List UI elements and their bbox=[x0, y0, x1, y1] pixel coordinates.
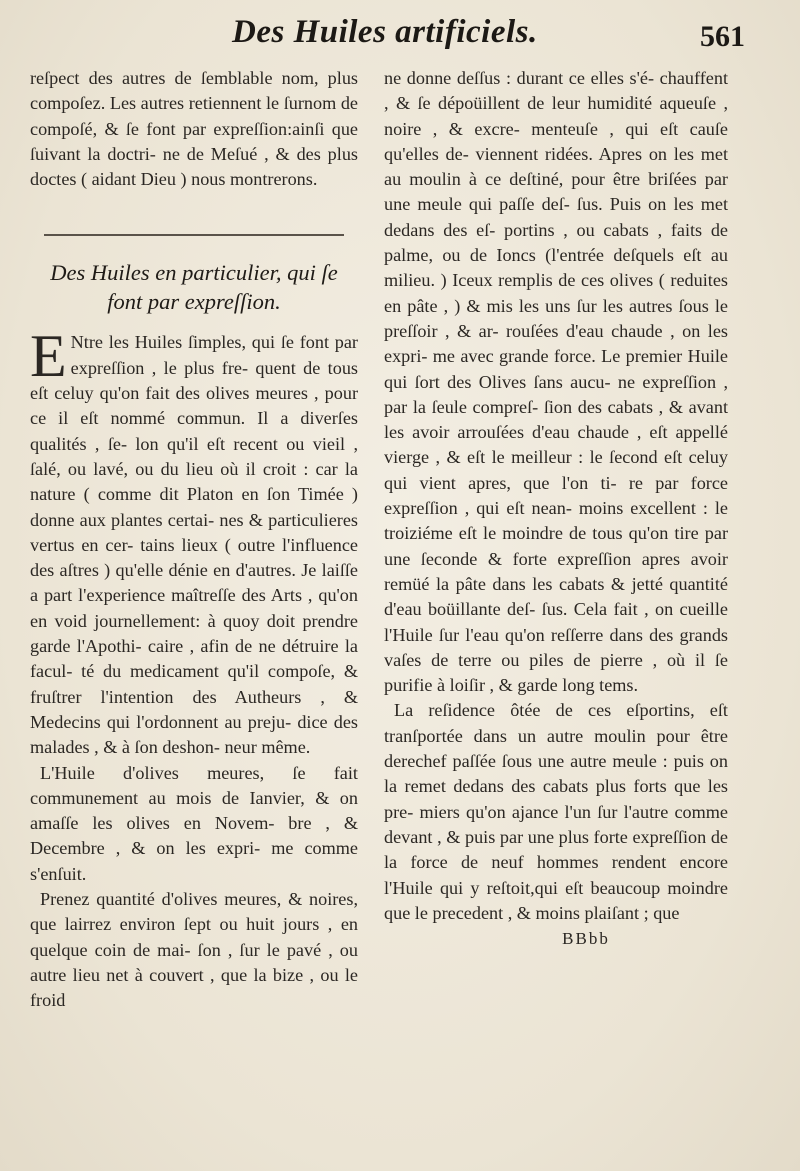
body-paragraph-1: ENtre les Huiles ſimples, qui ſe font par expreſſion , le plus fre- quent de tous eſt celuy qu'on fait des olives meures , pour ce il eſt nommé commun. Il a diverſes qualités , ſe- lon qu'il eſt recent ou vieil , ſalé, ou lavé, ou du lieu où il croit : car la nature ( comme dit Platon en ſon Timée ) donne aux plantes certai- nes & particulieres vertus en cer- tains lieux ( outre l'influence des aſtres ) qu'elle dénie en d'autres. Je laiſſe a part l'experience maîtreſſe des Arts , qu'on en void journellement: à quoy doit prendre garde l'Apothi- caire , afin de ne détruire la facul- té du medicament qu'il compoſe, & fruſtrer l'intention des Autheurs , & Medecins qui l'ordonnent au preju- dice des malades , & à ſon deshon- neur même. bbox=[30, 323, 358, 758]
page-number: 561 bbox=[700, 20, 745, 53]
intro-paragraph: reſpect des autres de ſemblable nom, plus compoſez. Les autres retiennent le ſurnom de compoſé, & ſe font par expreſſion:ainſi que ſuivant la doctri- ne de Meſué , & des plus doctes ( aidant Dieu ) nous montrerons. bbox=[30, 68, 358, 190]
page-header bbox=[0, 12, 800, 62]
body-paragraph-5: La reſidence ôtée de ces eſportins, eſt tranſportée dans un autre moulin pour être derechef paſſée ſous une autre meule : puis on la remet dedans des cabats plus forts que les pre- miers qu'on ajance l'un ſur l'autre comme devant , & puis par une plus forte expreſſion de la force de neuf hommes rendent encore l'Huile qui y reſtoit,qui eſt beaucoup moindre que le precedent , & moins plaiſant ; que bbox=[384, 700, 728, 923]
body-paragraph-4: ne donne deſſus : durant ce elles s'é- chauffent , & ſe dépoüillent de leur humidité aqueuſe , noire , & excre- menteuſe , qui eſt cauſe qu'elles de- viennent ridées. Apres on les met au moulin à ce deſtiné, pour être briſées par une meule qui paſſe deſ- ſus. Puis on les met dedans des eſ- portins , ou cabats , faits de palme, ou de Ioncs (l'entrée deſquels eſt au milieu. ) Iceux remplis de ces olives ( reduites en pâte , ) & mis les uns ſur les autres ſous le preſſoir , & ar- rouſées d'eau chaude , on les expri- me avec grande force. Le premier Huile qui ſort des Olives ſans aucu- ne expreſſion , par la ſeule compreſ- ſion des cabats , & avant les avoir arrouſées d'eau chaude , eſt appellé vierge , & eſt le meilleur : le ſecond eſt celuy qui vient apres, que l'on ti- re par force expreſſion , qui eſt nean- moins excellent : le troiziéme eſt le moindre de tous qu'on tire par une ſeconde & forte expreſſion apres avoir remüé la pâte dans les cabats & jetté quantité d'eau boüillante deſ- ſus. Cela fait , on cueille l'Huile ſur l'eau qu'on reſſerre dans des grands vaſes de terre ou piles de pierre , où il ſe purifie à loiſir , & garde long tems. bbox=[384, 68, 728, 696]
body-paragraph-3: Prenez quantité d'olives meures, & noires, que lairrez environ ſept ou huit jours , en quelque coin de mai- ſon , ſur le pavé , ou autre lieu net à couvert , que la bize , ou le froid bbox=[30, 889, 358, 1011]
running-title: Des Huiles artificiels. bbox=[232, 14, 538, 50]
section-divider bbox=[44, 234, 344, 236]
body-paragraph-2: L'Huile d'olives meures, ſe fait communement au mois de Ianvier, & on amaſſe les olives en Novem- bre , & Decembre , & on les expri- me comme s'enſuit. bbox=[30, 762, 358, 884]
right-column bbox=[384, 66, 728, 951]
section-heading: Des Huiles en particulier, qui ſe font par expreſſion. bbox=[50, 260, 338, 315]
left-column bbox=[30, 66, 358, 1014]
signature-mark: BBbb bbox=[562, 929, 610, 949]
